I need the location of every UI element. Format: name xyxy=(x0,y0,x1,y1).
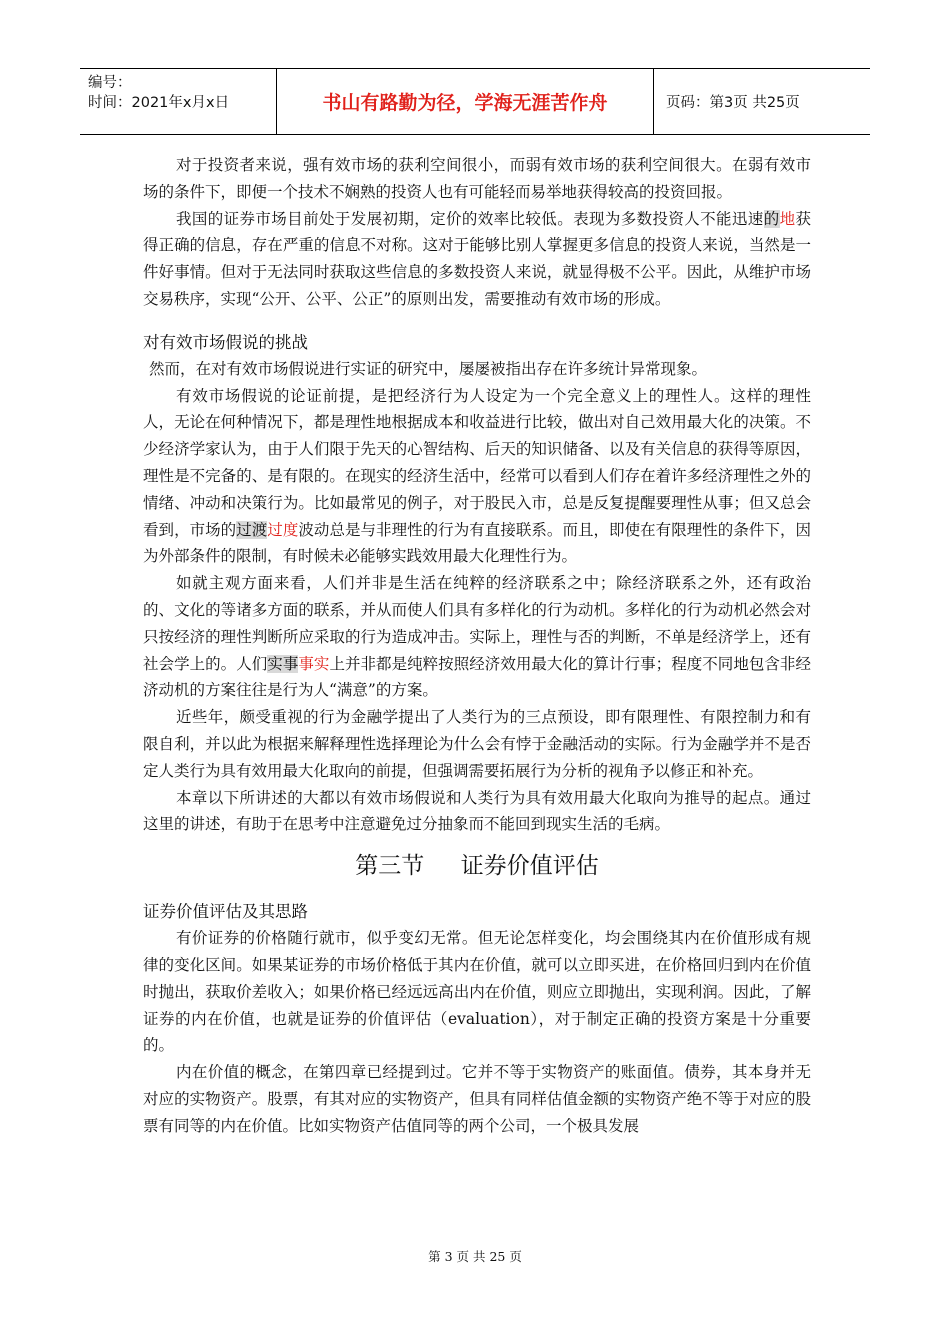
paragraph-4-text-a: 有效市场假说的论证前提，是把经济行为人设定为一个完全意义上的理性人。这样的理性人，无论在何种情况下，都是理性地根据成本和收益进行比较，做出对自己效用最大化的决策。不少经济学家认为，由于人们限于先天的心智结构、后天的知识储备、以及有关信息的获得等原因，理性是不完备的、是有限的。在现实的经济生活中，经常可以看到人们存在着许多经济理性之外的情绪、冲动和决策行为。比如最常见的例子，对于股民入市，总是反复提醒要理性从事；但又总会看到，市场的 xyxy=(143,386,811,539)
paragraph-1: 对于投资者来说，强有效市场的获利空间很小，而弱有效市场的获利空间很大。在弱有效市场的条件下，即便一个技术不娴熟的投资人也有可能轻而易举地获得较高的投资回报。 xyxy=(143,156,811,201)
header-table xyxy=(80,68,870,135)
revision-inserted-text: 过度 xyxy=(267,520,299,539)
paragraph-5 xyxy=(143,570,811,704)
paragraph-7: 本章以下所讲述的大都以有效市场假说和人类行为具有效用最大化取向为推导的起点。通过这里的讲述，有助于在思考中注意避免过分抽象而不能回到现实生活的毛病。 xyxy=(143,788,811,834)
page-footer: 第 3 页 共 25 页 xyxy=(428,1249,522,1264)
revision-inserted-text: 事实 xyxy=(298,654,330,673)
revision-deleted-text: 实事 xyxy=(267,654,299,673)
paragraph-8: 有价证券的价格随行就市，似乎变幻无常。但无论怎样变化，均会围绕其内在价值形成有规律的变化区间。如果某证券的市场价格低于其内在价值，就可以立即买进，在价格回归到内在价值时抛出，获取价差收入；如果价格已经远远高出内在价值，则应立即抛出，实现利润。因此，了解证券的内在价值，也就是证券的价值评估（evaluation），对于制定正确的投资方案是十分重要的。 xyxy=(143,929,811,1055)
header-meta xyxy=(80,69,277,134)
revision-deleted-text: 过渡 xyxy=(236,520,268,539)
document-body xyxy=(143,152,811,1140)
section-title: 第三节 证券价值评估 xyxy=(355,853,599,880)
paragraph-2-text-b: 获得正确的信息，存在严重的信息不对称。这对于能够比别人掌握更多信息的投资人来说，当然是一件好事情。但对于无法同时获取这些信息的多数投资人来说，就显得极不公平。因此，从维护市场交易秩序，实现“公开、公平、公正”的原则出发，需要推动有效市场的形成。 xyxy=(143,209,811,308)
paragraph-3: 然而，在对有效市场假说进行实证的研究中，屡屡被指出存在许多统计异常现象。 xyxy=(149,359,708,378)
paragraph-9: 内在价值的概念，在第四章已经提到过。它并不等于实物资产的账面值。债券，其本身并无对应的实物资产。股票，有其对应的实物资产，但具有同样估值金额的实物资产绝不等于对应的股票有同等的内在价值。比如实物资产估值同等的两个公司，一个极具发展 xyxy=(143,1063,811,1135)
paragraph-4-text-b: 波动总是与非理性的行为有直接联系。而且，即使在有限理性的条件下，因为外部条件的限制，有时候未必能够实践效用最大化理性行为。 xyxy=(143,520,811,566)
spacer xyxy=(143,313,811,329)
paragraph-5-text-b: 上并非都是纯粹按照经济效用最大化的算计行事；程度不同地包含非经济动机的方案往往是行为人“满意”的方案。 xyxy=(143,654,811,700)
header-motto: 书山有路勤为径，学海无涯苦作舟 xyxy=(277,69,654,134)
paragraph-6: 近些年，颇受重视的行为金融学提出了人类行为的三点预设，即有限理性、有限控制力和有限自利，并以此为根据来解释理性选择理论为什么会有悖于金融活动的实际。行为金融学并不是否定人类行为具有效用最大化取向的前提，但强调需要拓展行为分析的视角予以修正和补充。 xyxy=(143,708,811,780)
paragraph-5-text-a: 如就主观方面来看，人们并非是生活在纯粹的经济联系之中；除经济联系之外，还有政治的、文化的等诸多方面的联系，并从而使人们具有多样化的行为动机。多样化的行为动机必然会对只按经济的理性判断所应采取的行为造成冲击。实际上，理性与否的判断，不单是经济学上，还有社会学上的。人们 xyxy=(143,574,811,673)
number-label: 编号： xyxy=(88,75,132,91)
subheading-evaluation: 证券价值评估及其思路 xyxy=(143,902,308,922)
paragraph-2 xyxy=(143,206,811,313)
subheading-challenge: 对有效市场假说的挑战 xyxy=(143,332,308,352)
date-label: 时间：2021年x月x日 xyxy=(88,95,230,111)
revision-inserted-text: 地 xyxy=(779,209,796,228)
paragraph-2-text-a: 我国的证券市场目前处于发展初期，定价的效率比较低。表现为多数投资人不能迅速 xyxy=(176,209,764,228)
revision-deleted-text: 的 xyxy=(763,209,780,228)
paragraph-4 xyxy=(143,383,811,571)
header-page-info: 页码：第3页 共25页 xyxy=(666,95,800,111)
